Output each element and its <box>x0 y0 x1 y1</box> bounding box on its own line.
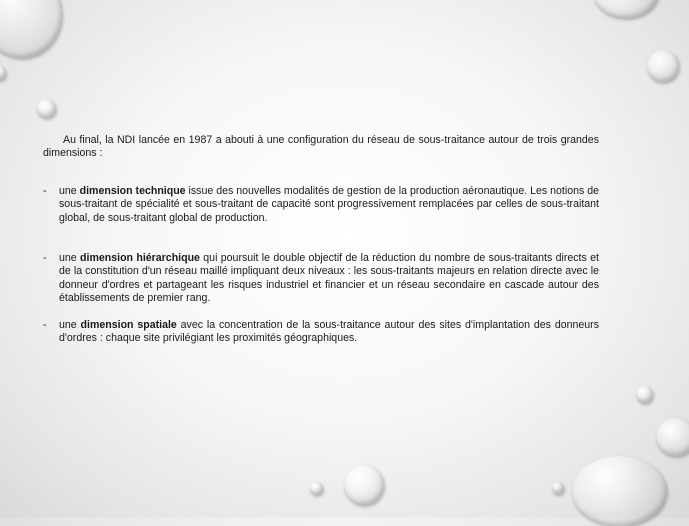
bold-term: dimension spatiale <box>80 318 177 331</box>
bullet-dash: - <box>43 252 47 265</box>
water-drop-decoration <box>0 66 6 80</box>
water-drop-decoration <box>310 482 323 495</box>
water-drop-decoration <box>572 456 667 526</box>
bold-term: dimension hiérarchique <box>80 252 200 265</box>
list-item-technique: - une dimension technique issue des nouvelles modalités de gestion de la production aéronautique. Les notions de sous-traitant de spécialité et sous-traitant de capacité sont progressivement remplacées par celles de sous-traitant global, de sous-traitant global de production. <box>43 184 600 224</box>
list-item-spatiale: - une dimension spatiale avec la concentration de la sous-traitance autour des sites d'implantation des donneurs d'ordres : chaque site privilégiant les proximités géographiques. <box>43 318 599 345</box>
water-drop-decoration <box>552 482 564 494</box>
bold-term: dimension technique <box>79 184 186 197</box>
water-drop-decoration <box>656 418 689 456</box>
slide-body <box>43 134 599 345</box>
water-drop-decoration <box>344 465 384 505</box>
bullet-dash: - <box>43 184 47 197</box>
bullet-dash: - <box>43 318 47 331</box>
water-drop-decoration <box>594 0 658 18</box>
water-drop-decoration <box>37 99 56 118</box>
water-drop-decoration <box>636 386 653 403</box>
list-item-hierarchique: - une dimension hiérarchique qui poursuit le double objectif de la réduction du nombre de sous-traitants directs et de la constitution d'un réseau maillé impliquant deux niveaux : les sous-traitants majeurs en relation directe avec le donneur d'ordres et partageant les risques industriel et financier et un réseau secondaire en cascade autour des établissements de premier rang. <box>43 252 599 305</box>
intro-paragraph: Au final, la NDI lancée en 1987 a abouti à une configuration du réseau de sous-traitance autour de trois grandes dimensions : <box>43 134 599 160</box>
water-drop-decoration <box>0 0 62 58</box>
water-drop-decoration <box>647 50 679 82</box>
